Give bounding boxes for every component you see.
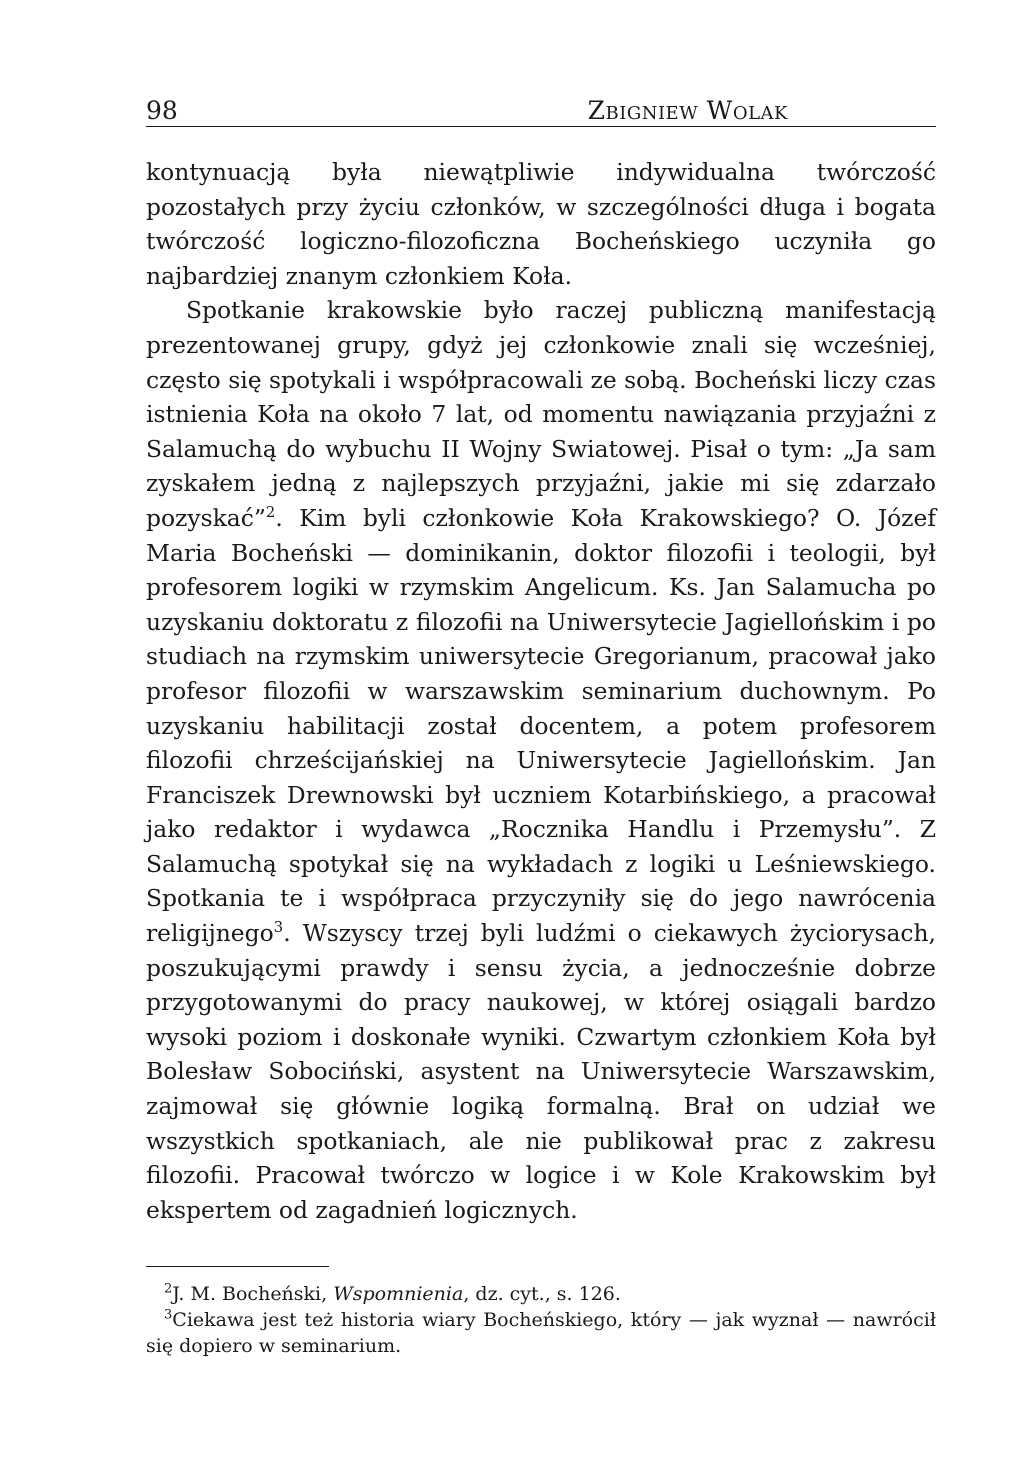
book-page xyxy=(146,90,936,1359)
paragraph-text-part-1: Spotkanie krakowskie było raczej publiczną manifestacją prezentowanej grupy, gdyż jej członkowie znali się wcześniej, często się spotykali i współpracowali ze sobą. Bocheński liczy czas istnienia Koła na około 7 lat, od momentu nawiązania przyjaźni z Salamuchą do wybuchu II Wojny Swiatowej. Pisał o tym: „Ja sam zyskałem jedną z najlepszych przyjaźni, jakie mi się zdarzało pozyskać” xyxy=(146,296,936,532)
paragraph-text-part-2: . Kim byli członkowie Koła Krakowskiego? O. Józef Maria Bocheński — dominikanin, doktor filozofii i teologii, był profesorem logiki w rzymskim Angelicum. Ks. Jan Salamucha po uzyskaniu doktoratu z filozofii na Uniwersytecie Jagiellońskim i po studiach na rzymskim uniwersytecie Gregorianum, pracował jako profesor filozofii w warszawskim seminarium duchownym. Po uzyskaniu habilitacji został docentem, a potem profesorem filozofii chrześcijańskiej na Uniwersytecie Jagiellońskim. Jan Franciszek Drewnowski był uczniem Kotarbińskiego, a pracował jako redaktor i wydawca „Rocznika Handlu i Przemysłu”. Z Salamuchą spotykał się na wykładach z logiki u Leśniewskiego. Spotkania te i współpraca przyczyniły się do jego nawrócenia religijnego xyxy=(146,503,936,948)
paragraph-text-part-3: . Wszyscy trzej byli ludźmi o ciekawych życiorysach, poszukującymi prawdy i sensu życia, a jednocześnie dobrze przygotowanymi do pracy naukowej, w której osiągali bardzo wysoki poziom i doskonałe wyniki. Czwartym członkiem Koła był Bolesław Sobociński, asystent na Uniwersytecie Warszawskim, zajmował się głównie logiką formalną. Brał on udział we wszystkich spotkaniach, ale nie publikował prac z zakresu filozofii. Pracował twórczo w logice i w Kole Krakowskim był ekspertem od zagadnień logicznych. xyxy=(146,919,936,1224)
paragraph-main xyxy=(146,293,936,1227)
footnote-ref-2[interactable]: 2 xyxy=(265,503,276,522)
footnote-divider xyxy=(146,1266,329,1267)
footnotes xyxy=(146,1281,936,1359)
footnote-2-author: J. M. Bocheński, xyxy=(172,1283,334,1306)
footnote-2 xyxy=(146,1281,936,1307)
footnote-3 xyxy=(146,1307,936,1359)
footnote-mark-3: 3 xyxy=(164,1308,173,1324)
main-text xyxy=(146,155,936,1227)
footnote-2-title: Wspomnienia xyxy=(333,1283,464,1306)
footnote-2-rest: , dz. cyt., s. 126. xyxy=(463,1283,621,1306)
paragraph-continuation: kontynuacją była niewątpliwie indywidualna twórczość pozostałych przy życiu członków, w szczególności długa i bogata twórczość logiczno-filozoficzna Bocheńskiego uczyniła go najbardziej znanym członkiem Koła. xyxy=(146,158,936,290)
footnote-mark-2: 2 xyxy=(164,1282,173,1298)
page-number: 98 xyxy=(146,96,178,125)
running-header xyxy=(146,90,936,127)
footnote-3-text: Ciekawa jest też historia wiary Bocheńskiego, który — jak wyznał — nawrócił się dopiero w seminarium. xyxy=(146,1309,936,1358)
running-title: Zbigniew Wolak xyxy=(587,96,788,125)
footnote-ref-3[interactable]: 3 xyxy=(273,918,284,937)
